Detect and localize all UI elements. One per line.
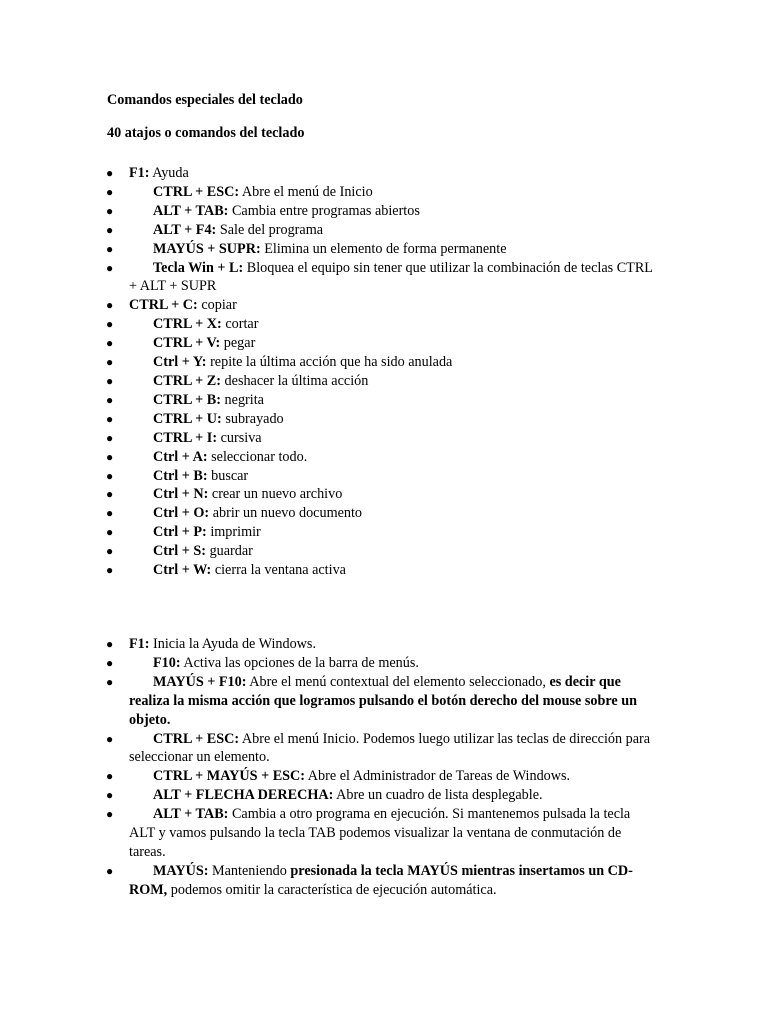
list-item (0, 429, 768, 448)
shortcut-description: Elimina un elemento de forma permanente (260, 240, 507, 257)
bullet-icon: ● (106, 241, 114, 256)
shortcut-key: ALT + TAB: (153, 202, 229, 219)
list-item-text (129, 523, 658, 542)
shortcut-key: F1: (129, 165, 150, 181)
shortcut-key: CTRL + V: (153, 335, 221, 352)
bullet-icon: ● (106, 788, 114, 803)
shortcut-key: MAYÚS: (153, 862, 209, 879)
shortcut-key: CTRL + ESC: (153, 730, 240, 747)
bullet-icon: ● (106, 392, 114, 407)
bullet-icon: ● (106, 184, 114, 199)
shortcut-key: CTRL + U: (153, 410, 222, 427)
shortcut-key: ALT + TAB: (153, 806, 229, 823)
shortcut-key: CTRL + B: (153, 391, 221, 408)
list-item (0, 485, 768, 504)
list-item (0, 561, 768, 580)
shortcut-key: MAYÚS + SUPR: (153, 240, 261, 257)
list-item-text (129, 730, 658, 768)
shortcut-description: abrir un nuevo documento (209, 505, 363, 522)
shortcut-key: CTRL + C: (129, 297, 198, 314)
shortcut-description: podemos omitir la característica de ejecución automática. (167, 881, 497, 898)
list-item-text (129, 786, 658, 805)
shortcut-description: Inicia la Ayuda de Windows. (149, 636, 316, 652)
shortcut-key: es decir que realiza la misma acción que logramos pulsando el botón derecho del mouse sobre un objeto. (129, 673, 638, 728)
list-item (0, 767, 768, 786)
shortcut-key: Ctrl + P: (153, 524, 207, 541)
bullet-icon: ● (106, 373, 114, 388)
list-item-text (129, 561, 658, 580)
shortcut-key: F1: (129, 636, 150, 652)
shortcut-key: ALT + F4: (153, 221, 217, 238)
list-item (0, 202, 768, 221)
shortcut-description: Sale del programa (216, 221, 324, 238)
list-item (0, 183, 768, 202)
shortcut-key: F10: (153, 654, 181, 671)
shortcut-description: Cambia a otro programa en ejecución. Si mantenemos pulsada la tecla ALT y vamos pulsando la tecla TAB podemos visualizar la ventana de conmutación de tareas. (129, 806, 631, 860)
list-item-text (129, 410, 658, 429)
shortcut-description: subrayado (221, 410, 284, 427)
list-item (0, 673, 768, 730)
list-item-text (129, 635, 658, 654)
list-item (0, 240, 768, 259)
shortcut-description: Manteniendo (208, 862, 291, 879)
list-item-text (129, 391, 658, 410)
shortcut-key: CTRL + Z: (153, 372, 221, 389)
bullet-icon: ● (106, 563, 114, 578)
shortcut-description: cortar (221, 316, 259, 333)
bullet-icon: ● (106, 863, 114, 878)
bullet-icon: ● (106, 655, 114, 670)
list-item (0, 542, 768, 561)
list-item (0, 786, 768, 805)
bullet-icon: ● (106, 166, 114, 180)
shortcut-key: Ctrl + B: (153, 467, 208, 484)
list-item-text (129, 467, 658, 486)
list-item (0, 635, 768, 654)
list-item (0, 353, 768, 372)
shortcut-key: CTRL + ESC: (153, 183, 240, 200)
shortcut-description: pegar (220, 335, 256, 352)
shortcut-key: presionada la tecla MAYÚS mientras insertamos un CD-ROM, (129, 862, 633, 898)
shortcut-description: guardar (206, 543, 253, 560)
list-item (0, 259, 768, 297)
bullet-icon: ● (106, 430, 114, 445)
bullet-icon: ● (106, 506, 114, 521)
list-item-text (129, 805, 658, 862)
list-item (0, 862, 768, 900)
shortcut-key: ALT + FLECHA DERECHA: (153, 787, 334, 804)
document-title: Comandos especiales del teclado (107, 92, 303, 108)
list-item-text (129, 504, 658, 523)
list-item (0, 654, 768, 673)
list-item (0, 467, 768, 486)
shortcut-key: CTRL + MAYÚS + ESC: (153, 768, 306, 785)
list-item (0, 448, 768, 467)
shortcut-description: Abre un cuadro de lista desplegable. (333, 787, 543, 804)
list-item (0, 504, 768, 523)
bullet-icon: ● (106, 674, 114, 689)
list-item (0, 730, 768, 768)
list-item-text (129, 259, 658, 297)
list-item-text (129, 429, 658, 448)
bullet-icon: ● (106, 807, 114, 822)
shortcut-key: MAYÚS + F10: (153, 673, 247, 690)
shortcut-key: Ctrl + O: (153, 505, 210, 522)
list-item-text (129, 221, 658, 240)
shortcut-description: Activa las opciones de la barra de menús. (180, 654, 419, 671)
shortcut-description: Abre el menú Inicio. Podemos luego utilizar las teclas de dirección para seleccionar un elemento. (129, 730, 651, 766)
bullet-icon: ● (106, 449, 114, 464)
shortcut-key: Ctrl + W: (153, 562, 212, 579)
list-item-text (129, 542, 658, 561)
list-item (0, 164, 768, 183)
list-item-text (129, 240, 658, 259)
list-item-text (129, 654, 658, 673)
list-item-text (129, 315, 658, 334)
bullet-icon: ● (106, 317, 114, 332)
list-item (0, 334, 768, 353)
bullet-icon: ● (106, 525, 114, 540)
shortcut-description: cierra la ventana activa (211, 562, 346, 579)
list-item-text (129, 673, 658, 730)
bullet-icon: ● (106, 637, 114, 651)
shortcut-description: Bloquea el equipo sin tener que utilizar la combinación de teclas CTRL + ALT + SUPR (129, 259, 653, 295)
shortcut-description: repite la última acción que ha sido anulada (206, 354, 453, 371)
bullet-icon: ● (106, 355, 114, 370)
list-item (0, 523, 768, 542)
list-item-text (129, 296, 658, 315)
list-item-text (129, 164, 658, 183)
list-item (0, 410, 768, 429)
shortcut-description: cursiva (217, 429, 262, 446)
list-item-text (129, 183, 658, 202)
shortcut-list-1 (0, 164, 768, 580)
shortcut-description: copiar (197, 297, 237, 314)
shortcut-key: Tecla Win + L: (153, 259, 244, 276)
bullet-icon: ● (106, 298, 114, 313)
shortcut-key: CTRL + I: (153, 429, 218, 446)
bullet-icon: ● (106, 487, 114, 502)
shortcut-description: seleccionar todo. (207, 448, 308, 465)
shortcut-description: buscar (207, 467, 249, 484)
shortcut-description: imprimir (206, 524, 261, 541)
shortcut-description: deshacer la última acción (221, 372, 369, 389)
shortcut-description: Ayuda (149, 165, 189, 181)
bullet-icon: ● (106, 203, 114, 218)
shortcut-key: Ctrl + Y: (153, 354, 207, 371)
list-item-text (129, 202, 658, 221)
list-item-text (129, 767, 658, 786)
bullet-icon: ● (106, 544, 114, 559)
shortcut-description: Abre el Administrador de Tareas de Windows. (305, 768, 571, 785)
list-item-text (129, 448, 658, 467)
shortcut-description: Cambia entre programas abiertos (228, 202, 420, 219)
bullet-icon: ● (106, 731, 114, 746)
bullet-icon: ● (106, 411, 114, 426)
list-item-text (129, 862, 658, 900)
shortcut-description: Abre el menú contextual del elemento seleccionado, (246, 673, 550, 690)
bullet-icon: ● (106, 260, 114, 275)
list-item-text (129, 372, 658, 391)
list-item-text (129, 334, 658, 353)
shortcut-key: Ctrl + A: (153, 448, 208, 465)
bullet-icon: ● (106, 336, 114, 351)
shortcut-description: Abre el menú de Inicio (239, 183, 373, 200)
list-item (0, 391, 768, 410)
shortcut-list-2 (0, 635, 768, 900)
list-item (0, 372, 768, 391)
list-item (0, 805, 768, 862)
bullet-icon: ● (106, 769, 114, 784)
shortcut-key: Ctrl + N: (153, 486, 209, 503)
list-item (0, 296, 768, 315)
shortcut-description: negrita (221, 391, 264, 408)
list-item (0, 315, 768, 334)
shortcut-key: CTRL + X: (153, 316, 222, 333)
bullet-icon: ● (106, 222, 114, 237)
bullet-icon: ● (106, 468, 114, 483)
list-item-text (129, 485, 658, 504)
list-item (0, 221, 768, 240)
document-subtitle: 40 atajos o comandos del teclado (107, 125, 305, 141)
shortcut-key: Ctrl + S: (153, 543, 207, 560)
list-item-text (129, 353, 658, 372)
shortcut-description: crear un nuevo archivo (208, 486, 343, 503)
